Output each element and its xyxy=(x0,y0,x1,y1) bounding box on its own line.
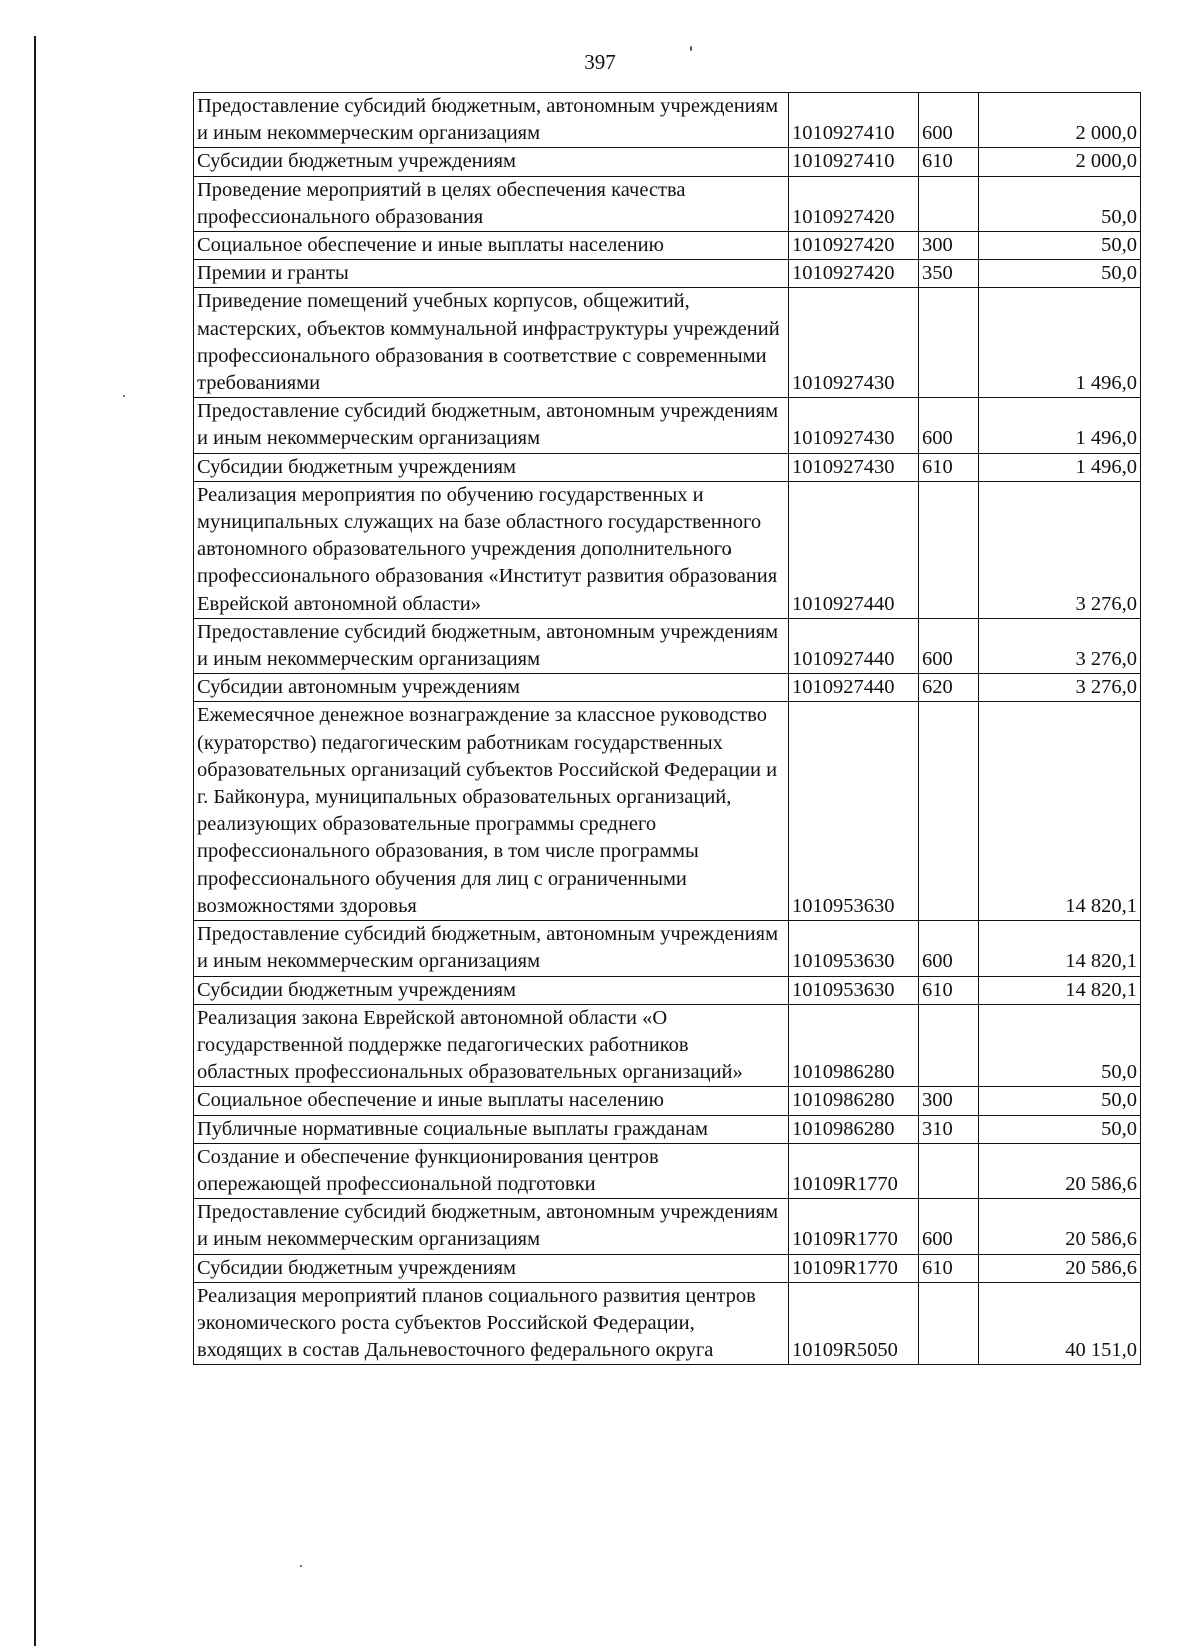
row-code-cell: 1010927420 xyxy=(789,232,919,260)
budget-table xyxy=(193,92,1141,1365)
row-name-cell: Социальное обеспечение и иные выплаты населению xyxy=(194,232,789,260)
row-amount-cell: 2 000,0 xyxy=(979,148,1141,176)
row-amount-cell: 20 586,6 xyxy=(979,1254,1141,1282)
row-name-cell: Предоставление субсидий бюджетным, автономным учреждениям и иным некоммерческим организациям xyxy=(194,618,789,673)
table-row xyxy=(194,232,1141,260)
table-row xyxy=(194,1004,1141,1087)
scan-edge-line xyxy=(34,36,36,1646)
row-code-cell: 1010986280 xyxy=(789,1115,919,1143)
table-row xyxy=(194,398,1141,453)
row-name-cell: Предоставление субсидий бюджетным, автономным учреждениям и иным некоммерческим организациям xyxy=(194,398,789,453)
row-amount-cell: 14 820,1 xyxy=(979,702,1141,921)
table-row xyxy=(194,921,1141,976)
row-amount-cell: 2 000,0 xyxy=(979,93,1141,148)
row-name-cell: Субсидии бюджетным учреждениям xyxy=(194,1254,789,1282)
row-expense-type-cell xyxy=(919,1143,979,1198)
row-name-cell: Создание и обеспечение функционирования центров опережающей профессиональной подготовки xyxy=(194,1143,789,1198)
table-row xyxy=(194,1199,1141,1254)
row-code-cell: 10109R5050 xyxy=(789,1282,919,1365)
row-expense-type-cell xyxy=(919,288,979,398)
row-expense-type-cell: 600 xyxy=(919,618,979,673)
row-amount-cell: 3 276,0 xyxy=(979,618,1141,673)
row-expense-type-cell: 610 xyxy=(919,976,979,1004)
row-amount-cell: 20 586,6 xyxy=(979,1143,1141,1198)
table-row xyxy=(194,260,1141,288)
row-expense-type-cell xyxy=(919,1282,979,1365)
row-name-cell: Реализация закона Еврейской автономной области «О государственной поддержке педагогических работников областных профессиональных образовательных организаций» xyxy=(194,1004,789,1087)
table-row xyxy=(194,976,1141,1004)
row-expense-type-cell: 610 xyxy=(919,1254,979,1282)
row-expense-type-cell xyxy=(919,481,979,618)
row-name-cell: Субсидии бюджетным учреждениям xyxy=(194,148,789,176)
page-number: 397 xyxy=(584,50,616,74)
row-expense-type-cell: 300 xyxy=(919,232,979,260)
table-row xyxy=(194,1087,1141,1115)
row-expense-type-cell: 350 xyxy=(919,260,979,288)
row-code-cell: 1010927440 xyxy=(789,674,919,702)
row-code-cell: 1010986280 xyxy=(789,1004,919,1087)
row-name-cell: Ежемесячное денежное вознаграждение за классное руководство (кураторство) педагогическим работникам государственных образовательных организаций субъектов Российской Федерации и г. Байконура, муниципальных образовательных организаций, реализующих образовательные программы среднего профессионального образования, в том числе программы профессионального обучения для лиц с ограниченными возможностями здоровья xyxy=(194,702,789,921)
row-amount-cell: 50,0 xyxy=(979,1004,1141,1087)
row-amount-cell: 3 276,0 xyxy=(979,481,1141,618)
table-row xyxy=(194,702,1141,921)
row-code-cell: 1010927430 xyxy=(789,453,919,481)
row-code-cell: 1010927440 xyxy=(789,481,919,618)
row-amount-cell: 14 820,1 xyxy=(979,921,1141,976)
row-expense-type-cell: 610 xyxy=(919,453,979,481)
row-expense-type-cell: 300 xyxy=(919,1087,979,1115)
row-code-cell: 1010927410 xyxy=(789,93,919,148)
row-expense-type-cell: 600 xyxy=(919,398,979,453)
row-name-cell: Проведение мероприятий в целях обеспечения качества профессионального образования xyxy=(194,176,789,231)
row-code-cell: 10109R1770 xyxy=(789,1254,919,1282)
row-name-cell: Реализация мероприятий планов социального развития центров экономического роста субъектов Российской Федерации, входящих в состав Дальневосточного федерального округа xyxy=(194,1282,789,1365)
table-row xyxy=(194,93,1141,148)
row-expense-type-cell: 610 xyxy=(919,148,979,176)
row-name-cell: Публичные нормативные социальные выплаты гражданам xyxy=(194,1115,789,1143)
row-code-cell: 1010953630 xyxy=(789,921,919,976)
row-expense-type-cell xyxy=(919,702,979,921)
row-code-cell: 10109R1770 xyxy=(789,1143,919,1198)
table-row xyxy=(194,1254,1141,1282)
row-code-cell: 1010927410 xyxy=(789,148,919,176)
row-name-cell: Предоставление субсидий бюджетным, автономным учреждениям и иным некоммерческим организациям xyxy=(194,93,789,148)
row-expense-type-cell: 310 xyxy=(919,1115,979,1143)
row-code-cell: 1010953630 xyxy=(789,976,919,1004)
row-amount-cell: 1 496,0 xyxy=(979,453,1141,481)
row-name-cell: Премии и гранты xyxy=(194,260,789,288)
table-row xyxy=(194,1115,1141,1143)
row-amount-cell: 14 820,1 xyxy=(979,976,1141,1004)
table-row xyxy=(194,481,1141,618)
table-row xyxy=(194,288,1141,398)
row-expense-type-cell xyxy=(919,1004,979,1087)
table-row xyxy=(194,1143,1141,1198)
row-expense-type-cell: 600 xyxy=(919,93,979,148)
scan-speck xyxy=(123,395,125,397)
row-amount-cell: 50,0 xyxy=(979,1115,1141,1143)
row-name-cell: Социальное обеспечение и иные выплаты населению xyxy=(194,1087,789,1115)
scan-speck xyxy=(300,1565,302,1567)
row-name-cell: Предоставление субсидий бюджетным, автономным учреждениям и иным некоммерческим организациям xyxy=(194,1199,789,1254)
row-code-cell: 1010927420 xyxy=(789,176,919,231)
row-code-cell: 1010986280 xyxy=(789,1087,919,1115)
row-amount-cell: 50,0 xyxy=(979,260,1141,288)
row-expense-type-cell: 620 xyxy=(919,674,979,702)
row-expense-type-cell: 600 xyxy=(919,921,979,976)
row-amount-cell: 3 276,0 xyxy=(979,674,1141,702)
row-name-cell: Субсидии бюджетным учреждениям xyxy=(194,976,789,1004)
table-row xyxy=(194,618,1141,673)
row-code-cell: 10109R1770 xyxy=(789,1199,919,1254)
row-name-cell: Субсидии автономным учреждениям xyxy=(194,674,789,702)
row-code-cell: 1010927430 xyxy=(789,398,919,453)
row-amount-cell: 1 496,0 xyxy=(979,398,1141,453)
row-amount-cell: 40 151,0 xyxy=(979,1282,1141,1365)
table-row xyxy=(194,176,1141,231)
budget-table-body xyxy=(194,93,1141,1365)
table-row xyxy=(194,1282,1141,1365)
row-code-cell: 1010927420 xyxy=(789,260,919,288)
row-name-cell: Субсидии бюджетным учреждениям xyxy=(194,453,789,481)
row-amount-cell: 50,0 xyxy=(979,176,1141,231)
row-code-cell: 1010953630 xyxy=(789,702,919,921)
table-row xyxy=(194,148,1141,176)
table-row xyxy=(194,674,1141,702)
row-name-cell: Предоставление субсидий бюджетным, автономным учреждениям и иным некоммерческим организациям xyxy=(194,921,789,976)
row-expense-type-cell: 600 xyxy=(919,1199,979,1254)
row-amount-cell: 50,0 xyxy=(979,232,1141,260)
row-amount-cell: 50,0 xyxy=(979,1087,1141,1115)
row-amount-cell: 1 496,0 xyxy=(979,288,1141,398)
row-name-cell: Приведение помещений учебных корпусов, общежитий, мастерских, объектов коммунальной инфраструктуры учреждений профессионального образования в соответствие с современными требованиями xyxy=(194,288,789,398)
row-amount-cell: 20 586,6 xyxy=(979,1199,1141,1254)
row-expense-type-cell xyxy=(919,176,979,231)
row-name-cell: Реализация мероприятия по обучению государственных и муниципальных служащих на базе областного государственного автономного образовательного учреждения дополнительного профессионального образования «Институт развития образования Еврейской автономной области» xyxy=(194,481,789,618)
table-row xyxy=(194,453,1141,481)
row-code-cell: 1010927430 xyxy=(789,288,919,398)
row-code-cell: 1010927440 xyxy=(789,618,919,673)
